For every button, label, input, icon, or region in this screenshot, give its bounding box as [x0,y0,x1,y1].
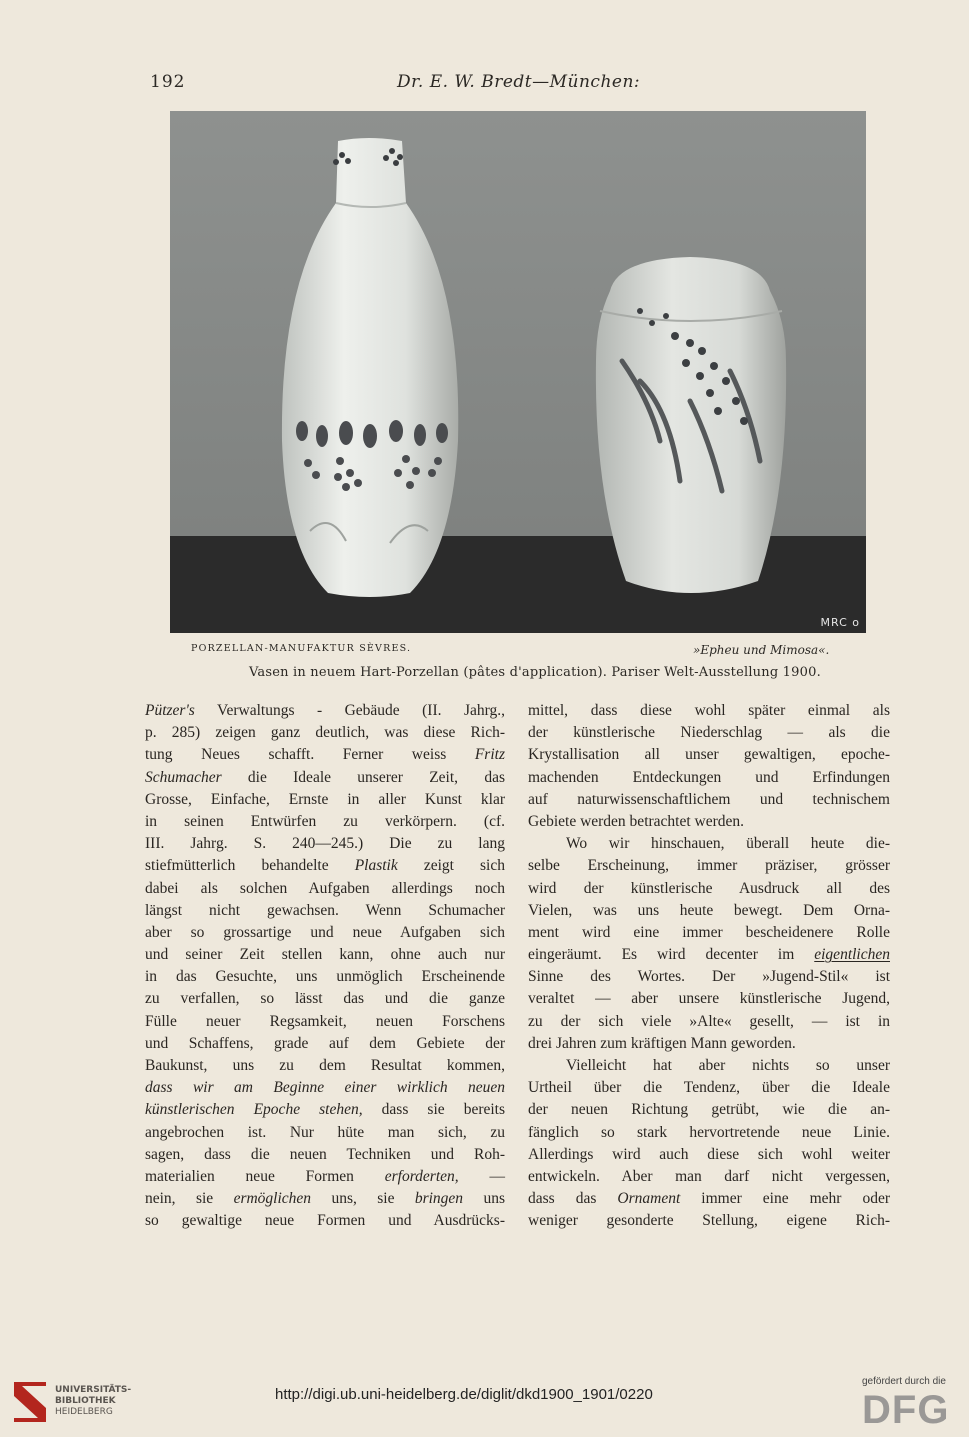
text-line: fänglich so stark hervortretende neue Linie. [528,1123,890,1141]
text-line: III. Jahrg. S. 240—245.) Die zu lang [145,835,505,853]
plate-watermark: MRC o [820,616,860,629]
photo-plate [170,111,866,633]
text-line: mittel, dass diese wohl später einmal als [528,702,890,719]
text-line: stiefmütterlich behandelte Plastik zeigt sich [145,857,505,875]
sponsor-label: gefördert durch die [862,1376,946,1387]
page-number: 192 [150,72,186,92]
text-line: künstlerischen Epoche stehen, dass sie bereits [145,1101,506,1119]
text-line: angebrochen ist. Nur hüte man sich, zu [145,1123,505,1141]
text-line: zu der sich viele »Alte« gesellt, — ist in [528,1012,890,1030]
text-line: p. 285) zeigen ganz deutlich, was diese Rich- [145,724,505,742]
text-line: Urtheil über die Tendenz, über die Ideale [528,1079,890,1097]
digitization-footer [0,1370,969,1437]
text-line: dass wir am Beginne einer wirklich neuen [145,1079,505,1097]
text-line: drei Jahren zum kräftigen Mann geworden. [528,1034,796,1052]
text-line: tung Neues schafft. Ferner weiss Fritz [145,746,505,764]
text-line: entwickeln. Aber man darf nicht vergessen, [528,1167,890,1185]
text-line: Vielleicht hat aber nichts so unser [566,1057,890,1074]
text-line: dass das Ornament immer eine mehr oder [528,1190,891,1208]
text-line: Wo wir hinschauen, überall heute die- [566,835,890,853]
text-line: Sinne des Wortes. Der »Jugend-Stil« ist [528,968,890,986]
text-line: so gewaltige neue Formen und Ausdrücks- [145,1212,505,1230]
text-line: wird der künstlerische Ausdruck all des [528,879,890,897]
text-line: der neuen Richtung getrübt, wie die an- [528,1101,890,1119]
university-library-logo-icon [10,1378,50,1426]
left-column [145,700,505,1233]
text-line: Pützer's Verwaltungs - Gebäude (II. Jahrg., [145,702,505,719]
text-line: dabei als solchen Aufgaben allerdings noch [145,879,505,897]
text-line: Fülle neuer Regsamkeit, neuen Forschens [145,1012,505,1030]
text-line: veraltet — aber unsere künstlerische Jugend, [528,990,890,1008]
text-line: und seiner Zeit stellen kann, ohne auch nur [145,946,505,964]
text-line: Grosse, Einfache, Ernste in aller Kunst klar [145,790,505,808]
text-line: Allerdings wird auch diese sich wohl weiter [528,1145,890,1163]
text-line: aber so grossartige und neue Aufgaben sich [145,923,505,941]
text-line: selbe Erscheinung, immer präziser, grösser [528,857,890,875]
running-head: Dr. E. W. Bredt—München: [397,72,641,92]
text-line: weniger gesonderte Stellung, eigene Rich- [528,1212,890,1230]
caption-title: »Epheu und Mimosa«. [693,643,830,657]
text-line: materialien neue Formen erforderten, — [145,1167,505,1185]
right-column [528,700,890,1233]
text-line: längst nicht gewachsen. Wenn Schumacher [145,901,505,919]
caption-description: Vasen in neuem Hart-Porzellan (pâtes d'application). Pariser Welt-Ausstellung 1900. [249,665,821,680]
digital-copy-link[interactable]: http://digi.ub.uni-heidelberg.de/diglit/dkd1900_1901/0220 [275,1386,653,1403]
text-line: eingeräumt. Es wird decenter im eigentlichen [528,946,890,964]
text-line: Baukunst, uns zu dem Resultat kommen, [145,1057,505,1074]
text-line: Krystallisation all unser gewaltigen, epoche- [528,746,890,764]
text-line: machenden Entdeckungen und Erfindungen [528,768,890,786]
dfg-logo: DFG [862,1388,950,1432]
text-line: in das Gesuchte, uns unmöglich Erscheinende [145,968,505,986]
text-line: in seinen Entwürfen zu verkörpern. (cf. [145,812,505,830]
text-line: Schumacher die Ideale unserer Zeit, das [145,768,505,786]
text-line: sagen, dass die neuen Techniken und Roh- [145,1145,505,1163]
text-line: auf naturwissenschaftlichem und technischem [528,790,890,808]
text-line: und Schaffens, grade auf dem Gebiete der [145,1034,505,1052]
text-line: Vielen, was uns heute bewegt. Dem Orna- [528,901,890,919]
text-line: der künstlerische Niederschlag — als die [528,724,890,742]
university-library-name: UNIVERSITÄTS- BIBLIOTHEK HEIDELBERG [55,1385,132,1417]
text-line: Gebiete werden betrachtet werden. [528,812,745,830]
text-line: nein, sie ermöglichen uns, sie bringen uns [145,1190,505,1208]
right-vase [596,257,786,593]
text-line: zu verfallen, so lässt das und die ganze [145,990,505,1008]
text-line: ment wird eine immer bescheidenere Rolle [528,923,890,941]
vases-photo [170,111,866,633]
caption-manufacturer: PORZELLAN-MANUFAKTUR SÈVRES. [191,643,412,654]
